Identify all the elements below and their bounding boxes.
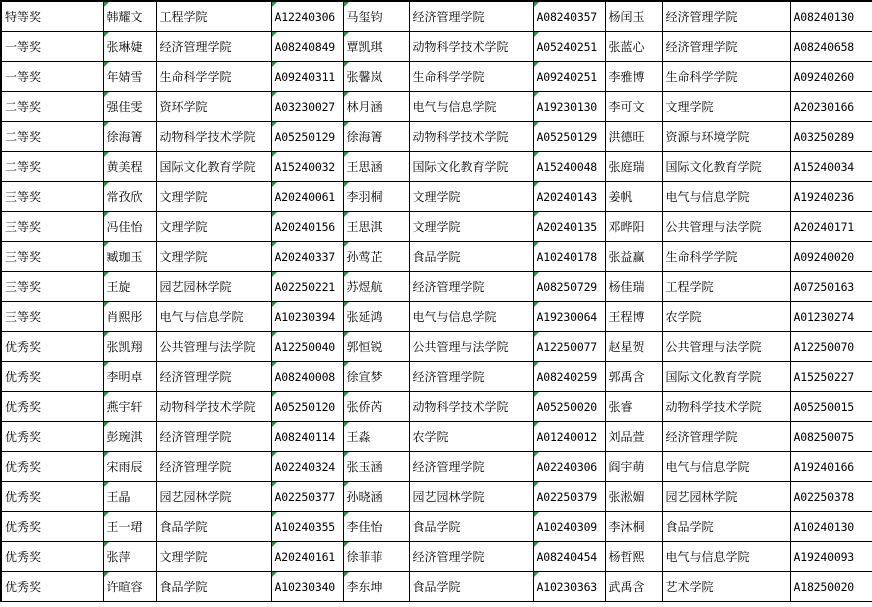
name-cell[interactable]: 王思涵 xyxy=(343,152,409,182)
student-id-cell[interactable]: A01230274 xyxy=(790,302,872,332)
student-id-cell[interactable]: A19230064 xyxy=(533,302,605,332)
table-row xyxy=(1,152,872,182)
college-cell[interactable]: 文理学院 xyxy=(409,182,533,212)
name-cell[interactable]: 张玉涵 xyxy=(343,452,409,482)
name-cell[interactable]: 强佳雯 xyxy=(103,92,156,122)
student-id-cell[interactable]: A19240236 xyxy=(790,182,872,212)
name-cell[interactable]: 李羽桐 xyxy=(343,182,409,212)
college-cell[interactable]: 生命科学学院 xyxy=(409,62,533,92)
name-cell[interactable]: 孙晓涵 xyxy=(343,482,409,512)
name-cell[interactable]: 王一珺 xyxy=(103,512,156,542)
college-cell[interactable]: 动物科学技术学院 xyxy=(409,392,533,422)
table-row xyxy=(1,62,872,92)
college-cell[interactable]: 资环学院 xyxy=(156,92,271,122)
student-id-cell[interactable]: A18250020 xyxy=(790,572,872,602)
name-cell[interactable]: 张萍 xyxy=(103,542,156,572)
college-cell[interactable]: 经济管理学院 xyxy=(409,1,533,32)
college-cell[interactable]: 经济管理学院 xyxy=(156,362,271,392)
college-cell[interactable]: 文理学院 xyxy=(156,242,271,272)
student-id-cell[interactable]: A07250163 xyxy=(790,272,872,302)
student-id-cell[interactable]: A05250015 xyxy=(790,392,872,422)
student-id-cell[interactable]: A08240849 xyxy=(271,32,343,62)
college-cell[interactable]: 国际文化教育学院 xyxy=(409,152,533,182)
college-cell[interactable]: 公共管理与法学院 xyxy=(409,332,533,362)
college-cell[interactable]: 经济管理学院 xyxy=(156,422,271,452)
name-cell[interactable]: 张馨岚 xyxy=(343,62,409,92)
college-cell[interactable]: 经济管理学院 xyxy=(156,452,271,482)
college-cell[interactable]: 食品学院 xyxy=(409,512,533,542)
name-cell[interactable]: 王旋 xyxy=(103,272,156,302)
table-row xyxy=(1,92,872,122)
name-cell[interactable]: 王程博 xyxy=(605,302,662,332)
table-row xyxy=(1,332,872,362)
name-cell[interactable]: 邓晔阳 xyxy=(605,212,662,242)
college-cell[interactable]: 文理学院 xyxy=(156,542,271,572)
name-cell[interactable]: 张益赢 xyxy=(605,242,662,272)
college-cell[interactable]: 农学院 xyxy=(662,302,790,332)
college-cell[interactable]: 国际文化教育学院 xyxy=(156,152,271,182)
student-id-cell[interactable]: A10230340 xyxy=(271,572,343,602)
student-id-cell[interactable]: A08240357 xyxy=(533,1,605,32)
student-id-cell[interactable]: A08240114 xyxy=(271,422,343,452)
student-id-cell[interactable]: A05240251 xyxy=(533,32,605,62)
college-cell[interactable]: 电气与信息学院 xyxy=(662,452,790,482)
name-cell[interactable]: 郭恒锐 xyxy=(343,332,409,362)
college-cell[interactable]: 文理学院 xyxy=(156,182,271,212)
college-cell[interactable]: 公共管理与法学院 xyxy=(662,212,790,242)
student-id-cell[interactable]: A02240324 xyxy=(271,452,343,482)
college-cell[interactable]: 电气与信息学院 xyxy=(662,182,790,212)
award-cell[interactable]: 二等奖 xyxy=(1,122,103,152)
name-cell[interactable]: 马玺钧 xyxy=(343,1,409,32)
college-cell[interactable]: 文理学院 xyxy=(156,212,271,242)
name-cell[interactable]: 武禹含 xyxy=(605,572,662,602)
student-id-cell[interactable]: A12250077 xyxy=(533,332,605,362)
college-cell[interactable]: 经济管理学院 xyxy=(662,32,790,62)
award-cell[interactable]: 优秀奖 xyxy=(1,392,103,422)
student-id-cell[interactable]: A08240259 xyxy=(533,362,605,392)
college-cell[interactable]: 园艺园林学院 xyxy=(156,272,271,302)
name-cell[interactable]: 肖熙彤 xyxy=(103,302,156,332)
name-cell[interactable]: 许暄容 xyxy=(103,572,156,602)
college-cell[interactable]: 公共管理与法学院 xyxy=(156,332,271,362)
table-body xyxy=(1,1,872,602)
college-cell[interactable]: 电气与信息学院 xyxy=(156,302,271,332)
name-cell[interactable]: 宋雨辰 xyxy=(103,452,156,482)
name-cell[interactable]: 冯佳怡 xyxy=(103,212,156,242)
student-id-cell[interactable]: A02250379 xyxy=(533,482,605,512)
student-id-cell[interactable]: A05250120 xyxy=(271,392,343,422)
name-cell[interactable]: 李可文 xyxy=(605,92,662,122)
table-row xyxy=(1,482,872,512)
name-cell[interactable]: 燕宇轩 xyxy=(103,392,156,422)
name-cell[interactable]: 姜帆 xyxy=(605,182,662,212)
name-cell[interactable]: 张蓝心 xyxy=(605,32,662,62)
college-cell[interactable]: 经济管理学院 xyxy=(409,362,533,392)
award-cell[interactable]: 三等奖 xyxy=(1,182,103,212)
student-id-cell[interactable]: A20240337 xyxy=(271,242,343,272)
table-row xyxy=(1,542,872,572)
name-cell[interactable]: 李东坤 xyxy=(343,572,409,602)
award-cell[interactable]: 一等奖 xyxy=(1,32,103,62)
name-cell[interactable]: 覃凯琪 xyxy=(343,32,409,62)
name-cell[interactable]: 臧珈玉 xyxy=(103,242,156,272)
college-cell[interactable]: 食品学院 xyxy=(409,572,533,602)
table-row xyxy=(1,32,872,62)
college-cell[interactable]: 动物科学技术学院 xyxy=(662,392,790,422)
name-cell[interactable]: 孙莺芷 xyxy=(343,242,409,272)
award-cell[interactable]: 三等奖 xyxy=(1,242,103,272)
student-id-cell[interactable]: A02250378 xyxy=(790,482,872,512)
college-cell[interactable]: 电气与信息学院 xyxy=(409,92,533,122)
name-cell[interactable]: 年婧雪 xyxy=(103,62,156,92)
student-id-cell[interactable]: A08240658 xyxy=(790,32,872,62)
student-id-cell[interactable]: A20230166 xyxy=(790,92,872,122)
name-cell[interactable]: 张延鸿 xyxy=(343,302,409,332)
name-cell[interactable]: 张庭瑞 xyxy=(605,152,662,182)
name-cell[interactable]: 李佳怡 xyxy=(343,512,409,542)
college-cell[interactable]: 农学院 xyxy=(409,422,533,452)
name-cell[interactable]: 洪德旺 xyxy=(605,122,662,152)
college-cell[interactable]: 生命科学学院 xyxy=(662,242,790,272)
college-cell[interactable]: 经济管理学院 xyxy=(156,32,271,62)
name-cell[interactable]: 李沐桐 xyxy=(605,512,662,542)
name-cell[interactable]: 王淼 xyxy=(343,422,409,452)
award-cell[interactable]: 优秀奖 xyxy=(1,332,103,362)
college-cell[interactable]: 食品学院 xyxy=(662,512,790,542)
table-row xyxy=(1,122,872,152)
award-cell[interactable]: 优秀奖 xyxy=(1,422,103,452)
student-id-cell[interactable]: A02240306 xyxy=(533,452,605,482)
name-cell[interactable]: 徐菲菲 xyxy=(343,542,409,572)
award-cell[interactable]: 特等奖 xyxy=(1,1,103,32)
award-cell[interactable]: 二等奖 xyxy=(1,152,103,182)
college-cell[interactable]: 经济管理学院 xyxy=(662,1,790,32)
name-cell[interactable]: 徐宣梦 xyxy=(343,362,409,392)
college-cell[interactable]: 公共管理与法学院 xyxy=(662,332,790,362)
college-cell[interactable]: 园艺园林学院 xyxy=(156,482,271,512)
student-id-cell[interactable]: A01240012 xyxy=(533,422,605,452)
table-row xyxy=(1,182,872,212)
award-cell[interactable]: 二等奖 xyxy=(1,92,103,122)
award-cell[interactable]: 优秀奖 xyxy=(1,572,103,602)
student-id-cell[interactable]: A02250377 xyxy=(271,482,343,512)
college-cell[interactable]: 电气与信息学院 xyxy=(662,542,790,572)
college-cell[interactable]: 文理学院 xyxy=(409,212,533,242)
student-id-cell[interactable]: A02250221 xyxy=(271,272,343,302)
college-cell[interactable]: 食品学院 xyxy=(409,242,533,272)
student-id-cell[interactable]: A12250070 xyxy=(790,332,872,362)
name-cell[interactable]: 张侨芮 xyxy=(343,392,409,422)
student-id-cell[interactable]: A20240143 xyxy=(533,182,605,212)
college-cell[interactable]: 文理学院 xyxy=(662,92,790,122)
table-row xyxy=(1,392,872,422)
name-cell[interactable]: 韩耀文 xyxy=(103,1,156,32)
name-cell[interactable]: 刘品萱 xyxy=(605,422,662,452)
student-id-cell[interactable]: A09240311 xyxy=(271,62,343,92)
award-cell[interactable]: 优秀奖 xyxy=(1,512,103,542)
student-id-cell[interactable]: A10230394 xyxy=(271,302,343,332)
student-id-cell[interactable]: A08240454 xyxy=(533,542,605,572)
college-cell[interactable]: 资源与环境学院 xyxy=(662,122,790,152)
student-id-cell[interactable]: A12250040 xyxy=(271,332,343,362)
name-cell[interactable]: 徐海箐 xyxy=(103,122,156,152)
student-id-cell[interactable]: A08250729 xyxy=(533,272,605,302)
student-id-cell[interactable]: A09240260 xyxy=(790,62,872,92)
student-id-cell[interactable]: A19230130 xyxy=(533,92,605,122)
name-cell[interactable]: 王思淇 xyxy=(343,212,409,242)
college-cell[interactable]: 工程学院 xyxy=(156,1,271,32)
table-row xyxy=(1,362,872,392)
name-cell[interactable]: 常孜欣 xyxy=(103,182,156,212)
college-cell[interactable]: 经济管理学院 xyxy=(409,452,533,482)
college-cell[interactable]: 工程学院 xyxy=(662,272,790,302)
table-row xyxy=(1,212,872,242)
student-id-cell[interactable]: A20240135 xyxy=(533,212,605,242)
student-id-cell[interactable]: A10230363 xyxy=(533,572,605,602)
student-id-cell[interactable]: A08240008 xyxy=(271,362,343,392)
student-id-cell[interactable]: A20240161 xyxy=(271,542,343,572)
student-id-cell[interactable]: A19240093 xyxy=(790,542,872,572)
name-cell[interactable]: 黄美程 xyxy=(103,152,156,182)
award-cell[interactable]: 优秀奖 xyxy=(1,362,103,392)
college-cell[interactable]: 动物科学技术学院 xyxy=(156,122,271,152)
college-cell[interactable]: 电气与信息学院 xyxy=(409,302,533,332)
student-id-cell[interactable]: A15240034 xyxy=(790,152,872,182)
award-cell[interactable]: 一等奖 xyxy=(1,62,103,92)
student-id-cell[interactable]: A08240130 xyxy=(790,1,872,32)
student-id-cell[interactable]: A20240061 xyxy=(271,182,343,212)
student-id-cell[interactable]: A15240032 xyxy=(271,152,343,182)
student-id-cell[interactable]: A03230027 xyxy=(271,92,343,122)
student-id-cell[interactable]: A10240130 xyxy=(790,512,872,542)
college-cell[interactable]: 食品学院 xyxy=(156,512,271,542)
student-id-cell[interactable]: A10240178 xyxy=(533,242,605,272)
table-row xyxy=(1,302,872,332)
student-id-cell[interactable]: A15250227 xyxy=(790,362,872,392)
college-cell[interactable]: 动物科学技术学院 xyxy=(156,392,271,422)
name-cell[interactable]: 苏煜航 xyxy=(343,272,409,302)
college-cell[interactable]: 动物科学技术学院 xyxy=(409,32,533,62)
college-cell[interactable]: 艺术学院 xyxy=(662,572,790,602)
student-id-cell[interactable]: A05250129 xyxy=(271,122,343,152)
name-cell[interactable]: 杨佳瑞 xyxy=(605,272,662,302)
college-cell[interactable]: 动物科学技术学院 xyxy=(409,122,533,152)
name-cell[interactable]: 彭琬淇 xyxy=(103,422,156,452)
college-cell[interactable]: 国际文化教育学院 xyxy=(662,152,790,182)
name-cell[interactable]: 阎宇萌 xyxy=(605,452,662,482)
award-cell[interactable]: 优秀奖 xyxy=(1,482,103,512)
table-row xyxy=(1,512,872,542)
student-id-cell[interactable]: A10240355 xyxy=(271,512,343,542)
college-cell[interactable]: 经济管理学院 xyxy=(662,422,790,452)
name-cell[interactable]: 张凯翔 xyxy=(103,332,156,362)
award-cell[interactable]: 三等奖 xyxy=(1,272,103,302)
table-row xyxy=(1,452,872,482)
student-id-cell[interactable]: A08250075 xyxy=(790,422,872,452)
college-cell[interactable]: 食品学院 xyxy=(156,572,271,602)
name-cell[interactable]: 郭禹含 xyxy=(605,362,662,392)
college-cell[interactable]: 经济管理学院 xyxy=(409,542,533,572)
award-cell[interactable]: 优秀奖 xyxy=(1,452,103,482)
table-row xyxy=(1,572,872,602)
award-cell[interactable]: 优秀奖 xyxy=(1,542,103,572)
table-row xyxy=(1,242,872,272)
college-cell[interactable]: 生命科学学院 xyxy=(156,62,271,92)
name-cell[interactable]: 赵星贺 xyxy=(605,332,662,362)
student-id-cell[interactable]: A05250020 xyxy=(533,392,605,422)
table-row xyxy=(1,1,872,32)
name-cell[interactable]: 李雅博 xyxy=(605,62,662,92)
student-id-cell[interactable]: A10240309 xyxy=(533,512,605,542)
name-cell[interactable]: 张睿 xyxy=(605,392,662,422)
student-id-cell[interactable]: A05250129 xyxy=(533,122,605,152)
student-id-cell[interactable]: A20240171 xyxy=(790,212,872,242)
student-id-cell[interactable]: A09240251 xyxy=(533,62,605,92)
student-id-cell[interactable]: A15240048 xyxy=(533,152,605,182)
table-row xyxy=(1,422,872,452)
name-cell[interactable]: 林月涵 xyxy=(343,92,409,122)
name-cell[interactable]: 徐海箐 xyxy=(343,122,409,152)
name-cell[interactable]: 张琳婕 xyxy=(103,32,156,62)
award-cell[interactable]: 三等奖 xyxy=(1,212,103,242)
name-cell[interactable]: 李明卓 xyxy=(103,362,156,392)
name-cell[interactable]: 王晶 xyxy=(103,482,156,512)
student-id-cell[interactable]: A20240156 xyxy=(271,212,343,242)
student-id-cell[interactable]: A09240020 xyxy=(790,242,872,272)
college-cell[interactable]: 园艺园林学院 xyxy=(409,482,533,512)
college-cell[interactable]: 国际文化教育学院 xyxy=(662,362,790,392)
name-cell[interactable]: 杨哲熙 xyxy=(605,542,662,572)
student-id-cell[interactable]: A03250289 xyxy=(790,122,872,152)
student-id-cell[interactable]: A12240306 xyxy=(271,1,343,32)
name-cell[interactable]: 杨闰玉 xyxy=(605,1,662,32)
award-cell[interactable]: 三等奖 xyxy=(1,302,103,332)
name-cell[interactable]: 张淞媚 xyxy=(605,482,662,512)
college-cell[interactable]: 生命科学学院 xyxy=(662,62,790,92)
college-cell[interactable]: 园艺园林学院 xyxy=(662,482,790,512)
student-id-cell[interactable]: A19240166 xyxy=(790,452,872,482)
table-row xyxy=(1,272,872,302)
college-cell[interactable]: 经济管理学院 xyxy=(409,272,533,302)
